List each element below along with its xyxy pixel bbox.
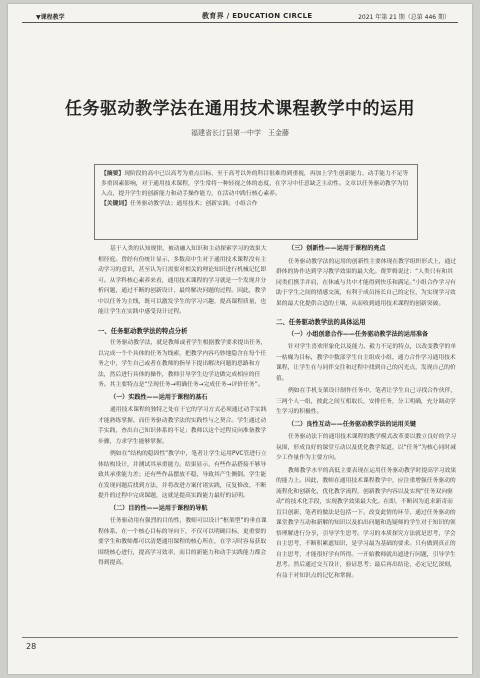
- page-number: 28: [26, 642, 37, 651]
- paragraph: 通用技术课程的独特之处在于它的学习方式必须通过动手实践才能熟练掌握。而任务驱动教学法的实践性与之契合。学生通过动手实践，查出自己知识体系的不足；教师以这个过程反向准备教学步骤，力求学生能够掌握。: [98, 407, 267, 445]
- abstract-box: [94, 164, 418, 240]
- intro-paragraph: 基于人类的认知规律，被动融入知识和主动探索学习的效果大相径庭。曾经有份统计显示，多数高中生对于通用技术课程没有主动学习的意识，甚至认为只需要对相关的理论知识进行机械记忆即可。从学科核心素养来看，通用技术课程的学习就是一个发现并分析问题，通过不断的创新设计，最终解决问题的过程。因此，教学中以任务为主线，既可以激发学生的学习兴趣，提高课程质量，也能让学生在实践中感受设计过程。: [98, 246, 267, 315]
- keywords-text: 任务驱动教学法；通用技术；创新实践；小组合作: [130, 201, 258, 207]
- paragraph: 任务驱动用有强烈的目的性，教师可以设计“框架型”的垂直课程体系，在一个核心目标的导向下，不仅可以明确目标，更重要的要学生和教师都可以清楚通用课程的核心所在，在学习时容易获取围绕核心进行，提高学习效率，而目的新能力和动手实践能力都会得到提高。: [98, 518, 267, 566]
- right-column: [276, 244, 458, 583]
- subheading-purpose: （二）目的性——运用于课程的导航: [110, 504, 208, 512]
- paragraph: 任务驱动教学法，就是教师或者学生根据教学要求提出任务，以完成一个个具体的任务为线索，把教学内容巧妙地隐含在每个任务之中，学生自己或者在教师的指导下提出解决问题的思路和方法，然后进行具体的操作，教师引导学生边学边做完成相应的任务。其主要特点是“呈现任务→明确任务→完成任务→评价任务”。: [98, 340, 267, 388]
- section-heading-1: 一、任务驱动教学法的特点分析: [98, 326, 188, 335]
- article-author: 福建省长汀县第一中学 王金藤: [191, 129, 289, 137]
- subheading-innovation: （三）创新性——运用于课程的亮点: [288, 245, 386, 252]
- abstract-label: 【摘要】: [101, 171, 125, 177]
- paragraph: 例如在手机支架设计制作任务中，笔者让学生自己寻找合作伙伴，三两个人一组，彼此之间互相取长，安排任务，分工明确，充分调动学生学习的积极性。: [276, 388, 457, 415]
- subheading-interaction: （二）良性互动——任务驱动教学法的运用关键: [288, 420, 416, 428]
- header-rule: [22, 22, 458, 23]
- issue-info: 2021 年第 21 期（总第 446 期）: [358, 14, 450, 21]
- paragraph: 教师教学水平的高低主要表现在运用任务驱动教学时提高学习效果的能力上。因此，教师在通用技术课程教学中，应注重增强任务驱动的流程化和创新化，优化教学流程，创新教学内容以及实现“任务双向驱动”的技术化手段，实现教学效果最大化。在即，不断因为追求新奇而盲目创新，笔者的做法是包括一下。改变此情的环节，通过任务驱动的课堂教学互动和新解的知识以及拍出问题和选疑师的学生对于知识的领悟理解进行分享，引导学生思考。学习的本质探究方法就是思考，学会自主思考，不断积累遮知识，是学习最为基础的要求。只有做到真正的自主思考，才能很好学有所得。一开始教师就出遮进行问题，引导学生思考。然后通过交互设计，验证思考；最后再出结论，必定记忆深刻，有益于对知识点的记忆和掌握。: [276, 467, 457, 579]
- left-column: [98, 244, 270, 571]
- paragraph: 例如在“结构的稳固性”教学中，笔者让学生运用PVC管进行立体结构设计，并测试其承重能力。结果显示，有些作品搭接不够导致其承重能力差；还有些作品摆放不稳，导致其产生侧倒。学生能在发现问题后找到方法，并将改进方案付诸实践，反复修改、不断提升的过程中完成课题，这就是提高实践能力最好的证明。: [98, 451, 267, 499]
- paragraph: 任务驱动法下的通用技术课程的教学模式改革要以教立良好的学习氛围，形成良好的课堂互动以及优化教学渠道，以“任务”为核心同时减少工作量作为主要方向。: [276, 434, 457, 461]
- subheading-group: （一）小组创意合作——任务驱动教学法的运用准备: [288, 330, 429, 338]
- paragraph: 针对学生喜欢形象化以及能力、毅力不足的特点，以改变教学的单一枯燥为目标，教学中数部学生自主组成小组，通力合作学习通用技术课程，让学生在与同伴交往和过程中找到自己的闪光点，发现自己的价值。: [276, 344, 457, 382]
- subheading-practice: （一）实践性——运用于课程的基石: [110, 393, 208, 401]
- article-title: 任务驱动教学法在通用技术课程教学中的运用: [65, 99, 415, 119]
- page-header: [22, 10, 458, 22]
- section-heading-2: 二、任务驱动教学法的具体运用: [276, 318, 366, 326]
- section-label: ▼课程教学: [36, 14, 65, 21]
- abstract-text: 现阶段的高中已以高考为重点目标，至于高考以外的科目很难得到重视，再加上学生创新能力、动手能力不足等多重因素影响，对于通用技术课程，学生常将一种轻视之体的态度，在学习中任意缺乏主动性。文章以任务驱动教学为切入点，提升学生的创新能力和动手操作能力，在活动中践行核心素养。: [101, 171, 409, 197]
- keywords-label: 【关键词】: [101, 201, 130, 207]
- footer-rule: [22, 637, 458, 638]
- journal-name: 教育界 / EDUCATION CIRCLE: [202, 12, 313, 20]
- journal-page: [8, 4, 472, 674]
- paragraph: 任务驱动教学法的运用的创新性主要体现在教学组织形式上，通过群体的协作达到学习教学效果的最大化。费罗姆说过：“人类只有和其同类们携手并肩，在休戚与共中才能得到快乐和满足。”小组合作学习有助于学生之间的情感交流，有利于成员扬长自己的定位，为实现学习效果的最大化提供合适的土壤，从而收到通用技术课程的创新突破。: [276, 258, 457, 307]
